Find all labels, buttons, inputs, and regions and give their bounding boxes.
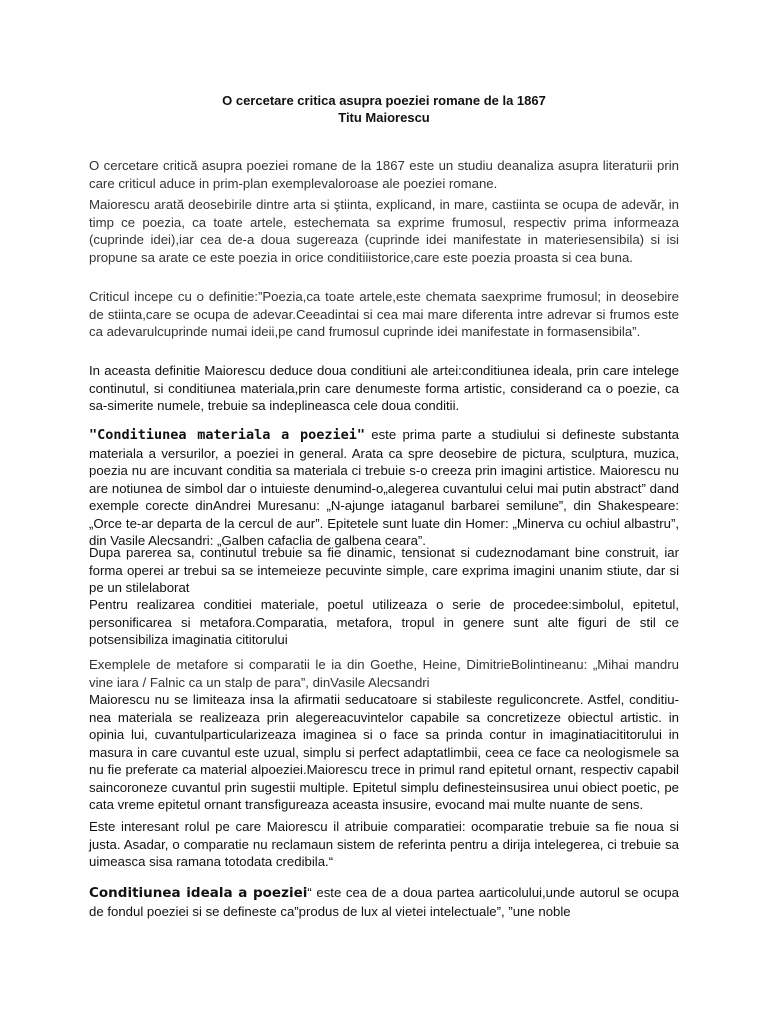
paragraph-definition: Criticul incepe cu o definitie:”Poezia,ca toate artele,este chemata saexprime frumosul; in deosebire de stiinta,care se ocupa de adevar.Ceeadintai si cea mai mare diferenta intre adrevar si frumos este ca adevarulcuprinde numai ideii,pe cand frumosul cuprinde idei manifestate in formasensibila”. [89, 289, 679, 339]
section-heading-ideal: Conditiunea ideala a poeziei [89, 885, 308, 901]
document-title-block [0, 92, 768, 126]
section-heading-material: "Conditiunea materiala a poeziei" [89, 427, 365, 443]
paragraph-procedures: Pentru realizarea conditiei materiale, poetul utilizeaza o serie de procedee:simbolul, epitetul, personificarea si metafora.Comparatia, metafora, tropul in genere sunt alte figuri de stil ce potsensibiliza imaginatia cititorului [89, 597, 679, 647]
paragraph-art-science: Maiorescu arată deosebirile dintre arta si ştiinta, explicand, in mare, castiinta se ocupa de adevăr, in timp ce poezia, ca toate artele, estechemata sa exprime frumosul, respectiv prima informeaza (cuprinde idei),iar cea de-a doua sugereaza (cuprinde idei manifestate in materiesensibila) si isi propune sa arate ce este poezia in orice conditiiistorice,care este poezia proasta si cea buna. [89, 197, 679, 265]
document-title: O cercetare critica asupra poeziei romane de la 1867 [222, 93, 546, 108]
paragraph-material-condition [89, 426, 679, 550]
paragraph-intro: O cercetare critică asupra poeziei romane de la 1867 este un studiu deanaliza asupra literaturii prin care criticul aduce in prim-plan exemplevaloroase ale poeziei romane. [89, 158, 679, 191]
paragraph-conditions: In aceasta definitie Maiorescu deduce doua conditiuni ale artei:conditiunea ideala, prin care intelege continutul, si conditiunea materiala,prin care denumeste forma artistic, considerand ca o poezie, ca sa-simerite numele, trebuie sa indeplineasca cele doua conditii. [89, 363, 679, 413]
material-condition-text: este prima parte a studiului si defineste substanta materiala a versurilor, a poeziei in general. Arata ca spre deosebire de pictura, sculptura, muzica, poezia nu are incuvant conditia sa materiala ci trebuie s-o creeza prin imagini artistice. Maiorescu nu are notiunea de simbol dar o intuieste denumind-o„alegerea cuvantului celui mai putin abstract” dand exemple corecte dinAndrei Muresanu: „N-ajunge iataganul barbarei semilune”, din Shakespeare: „Orce te-ar departa de la cercul de aur”. Epitetele sunt luate din Homer: „Minerva cu ochiul albastru”, din Vasile Alecsandri: „Galben cafaclia de galbena ceara”. [89, 427, 679, 548]
ideal-condition-text: “ este cea de a doua partea aarticolului,unde autorul se ocupa de fondul poeziei si se defineste ca”produs de lux al vietei intelectuale”, ”une noble [89, 885, 679, 919]
paragraph-ideal-condition [89, 884, 679, 920]
paragraph-content-form: Dupa parerea sa, continutul trebuie sa fie dinamic, tensionat si cudeznodamant bine construit, iar forma operei ar trebui sa se intemeieze pecuvinte simple, care exprima imagini unanim stiute, dar si pe un stilelaborat [89, 545, 679, 595]
paragraph-comparison: Este interesant rolul pe care Maiorescu il atribuie comparatiei: ocomparatie trebuie sa fie noua si justa. Asadar, o comparatie nu reclamaun sistem de referinta pentru a dirija intelegerea, ci trebuie sa uimeasca sisa ramana totodata credibila.“ [89, 819, 679, 869]
paragraph-examples: Exemplele de metafore si comparatii le ia din Goethe, Heine, DimitrieBolintineanu: „Mihai mandru vine iara / Falnic ca un stalp de para”, dinVasile Alecsandri [89, 657, 679, 690]
document-author: Titu Maiorescu [338, 110, 430, 125]
paragraph-rules: Maiorescu nu se limiteaza insa la afirmatii seducatoare si stabileste reguliconcrete. Astfel, conditiu-nea materiala se realizeaza prin alegereacuvintelor capabile sa concretizeze obiectul artistic. in opinia lui, cuvantulparticularizeaza imaginea si o face sa prinda contur in imaginatiacititorului in masura in care cuvantul este uzual, simplu si perfect adaptatlimbii, ceea ce face ca neologismele sa nu fie preferate ca material alpoeziei.Maiorescu trece in primul rand epitetul ornant, respectiv capabil saincoroneze cuvantul prin sugestii multiple. Epitetul simplu definesteinsusirea unui obiect poetic, pe cata vreme epitetul ornant transfigureaza aceasta insusire, evocand mai multe nuante de sens. [89, 692, 679, 812]
